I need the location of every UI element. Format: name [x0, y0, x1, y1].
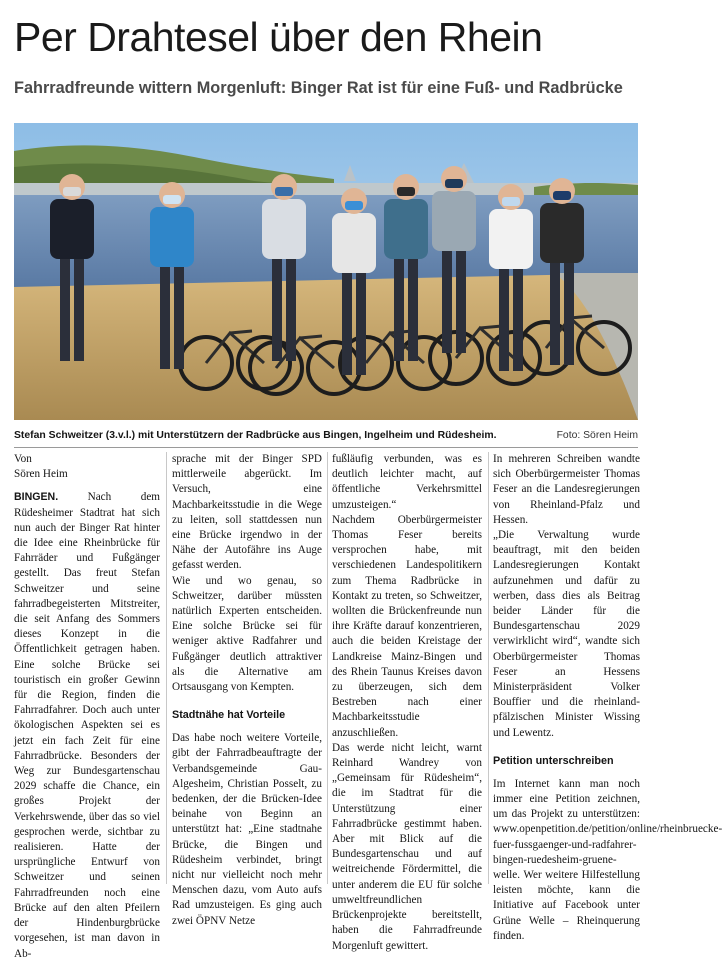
article-column-1	[14, 452, 160, 960]
face-mask	[553, 191, 571, 200]
person-leg	[174, 259, 184, 369]
headline: Per Drahtesel über den Rhein	[14, 14, 543, 60]
face-mask	[345, 201, 363, 210]
column-divider	[327, 452, 328, 884]
group-photo-illustration	[14, 123, 638, 420]
person-leg	[286, 251, 296, 361]
paragraph: Das habe noch weitere Vorteile, gibt der Fahrradbeauftragte der Verbandsgemeinde Gau-Algesheim, Christian Posselt, zu bedenken, der die Brücken-Idee beinahe von Beginn an unterstützt hat: „Eine stadtnahe Brücke, die Bingen und Rüdesheim verbindet, bringt nicht nur vielleicht noch mehr Menschen dazu, vom Auto aufs Rad umzusteigen. Es ging auch zwei ÖPNV Netze	[172, 732, 322, 927]
paragraph: sprache mit der Binger SPD mittlerweile abgerückt. Im Versuch, eine Machbarkeitsstudie in die Wege zu leiten, soll stattdessen nun eine Brücke irgendwo in der Nähe der Autofähre ins Auge gefasst werden.	[172, 453, 322, 572]
caption-divider	[14, 447, 638, 448]
face-mask	[397, 187, 415, 196]
column-divider	[166, 452, 167, 884]
person-torso	[489, 209, 533, 269]
photo-caption-row	[14, 428, 638, 444]
photo-caption: Stefan Schweitzer (3.v.l.) mit Unterstützern der Radbrücke aus Bingen, Ingelheim und Rüdesheim.	[14, 430, 497, 441]
section-subheading: Stadtnähe hat Vorteile	[172, 709, 286, 722]
article-column-4	[493, 452, 722, 942]
paragraph: Wie und wo genau, so Schweitzer, darüber müssten natürlich Experten entscheiden. Eine solche Brücke sei für weniger aktive Radfahrer und Fußgänger deutlich attraktiver als die Alternative am Ortsausgang von Kempten.	[172, 574, 322, 694]
dateline: BINGEN.	[14, 491, 59, 504]
person-leg	[456, 243, 466, 353]
riverbank	[14, 273, 638, 420]
person-torso	[50, 199, 94, 259]
person-leg	[550, 255, 560, 365]
subheadline: Fahrradfreunde wittern Morgenluft: Binger Rat ist für eine Fuß- und Radbrücke	[14, 79, 623, 97]
person-leg	[408, 251, 418, 361]
paragraph: Das werde nicht leicht, warnt Reinhard Wandrey von „Gemeinsam für Rüdesheim“, die im Stadtrat für die Unterstützung einer Fahrradbrücke gestimmt haben. Aber mit Blick auf die Bundesgartenschau und auf weitreichende Fördermittel, die unter anderem die EU für solche umweltfreundlichen Brückenprojekte bereitstellt, haben die Fahrradfreunde Morgenluft gewittert.	[332, 741, 482, 952]
person-torso	[384, 199, 428, 259]
article-column-2	[172, 452, 322, 927]
section-subheading: Petition unterschreiben	[493, 754, 614, 767]
paragraph-text: Nach dem Rüdesheimer Stadtrat hat sich nun auch der Binger Rat hinter die Idee eine Rheinbrücke für Fahrräder und Fußgänger gestellt. Das freut Stefan Schweitzer und seine fahrradbegeisterten Mitstreiter, die seit Anfang des Sommers dieses Konzept in die Öffentlichkeit getragen haben. Eine solche Brücke sei touristisch ein großer Gewinn für die Region, finden die Fahrradfahrer. Doch auch unter ökologischen Aspekten sei es jetzt ein fach Zeit für eine Fahrradbrücke. Besonders der Weg zur Bundesgartenschau 2029 schaffe die Chance, ein großes Projekt der Verkehrswende, über das so viel gesprochen werde, sichtbar zu realisieren. Hatte der ursprüngliche Entwurf von Schweitzer und seinen Fahrradfreunden noch eine Brücke auf den alten Pfeilern der Hindenburgbrücke vorgesehen, ist man davon in Ab-	[14, 491, 160, 960]
column-divider	[488, 452, 489, 884]
paragraph: In mehreren Schreiben wandte sich Oberbürgermeister Thomas Feser an die Landesregierungen von Rheinland-Pfalz und Hessen.	[493, 453, 640, 526]
paragraph: fußläufig verbunden, was es deutlich leichter macht, auf öffentliche Verkehrsmittel umzusteigen.“	[332, 453, 482, 511]
person-leg	[356, 265, 366, 375]
paragraph: Im Internet kann man noch immer eine Petition zeichnen, um das Projekt zu unterstützen: www.openpetition.de/petition/online/rheinbruecke-fuer-fussgaenger-und-radfahrer-bingen-ruedesheim-gruene-welle. Wer weitere Hilfestellung leisten möchte, kann die Initiative auf Facebook unter Grüne Welle – Rheinquerung finden.	[493, 777, 722, 942]
person-torso	[332, 213, 376, 273]
face-mask	[63, 187, 81, 196]
person-torso	[262, 199, 306, 259]
byline-author: Sören Heim	[14, 468, 68, 481]
person-leg	[160, 259, 170, 369]
person-leg	[342, 265, 352, 375]
face-mask	[275, 187, 293, 196]
photo-credit: Foto: Sören Heim	[556, 430, 638, 441]
person-torso	[540, 203, 584, 263]
person-leg	[442, 243, 452, 353]
person-torso	[432, 191, 476, 251]
person-leg	[60, 251, 70, 361]
person-leg	[564, 255, 574, 365]
person-leg	[513, 261, 523, 371]
person-leg	[74, 251, 84, 361]
paragraph	[14, 490, 160, 961]
face-mask	[445, 179, 463, 188]
byline-von: Von	[14, 453, 32, 465]
byline	[14, 452, 160, 482]
face-mask	[502, 197, 520, 206]
paragraph: „Die Verwaltung wurde beauftragt, mit den beiden Landesregierungen Kontakt aufzunehmen und dafür zu werben, dass dies als Beitrag beider Länder für die Bundesgartenschau 2029 verwirklicht wird“, wandte sich Oberbürgermeister Thomas Feser an Hessens Ministerpräsident Volker Bouffier und die rheinland-pfälzischen Minister Wissing und Lewentz.	[493, 529, 640, 739]
person-torso	[150, 207, 194, 267]
person-leg	[499, 261, 509, 371]
article-photo	[14, 123, 638, 420]
person-leg	[394, 251, 404, 361]
article-column-3	[332, 452, 482, 952]
face-mask	[163, 195, 181, 204]
paragraph: Nachdem Oberbürgermeister Thomas Feser bereits versprochen habe, mit verschiedenen Landespolitikern zum Thema Radbrücke in Kontakt zu treten, so Schweitzer, wollten die Brückenfreunde nun ihre Kräfte darauf konzentrieren, auch die beiden Kreistage der Landkreise Mainz-Bingen und des Rhein Taunus Kreises davon zu überzeugen, sich dem Bestreben nach einer Machbarkeitsstudie anzuschließen.	[332, 513, 482, 739]
person-leg	[272, 251, 282, 361]
